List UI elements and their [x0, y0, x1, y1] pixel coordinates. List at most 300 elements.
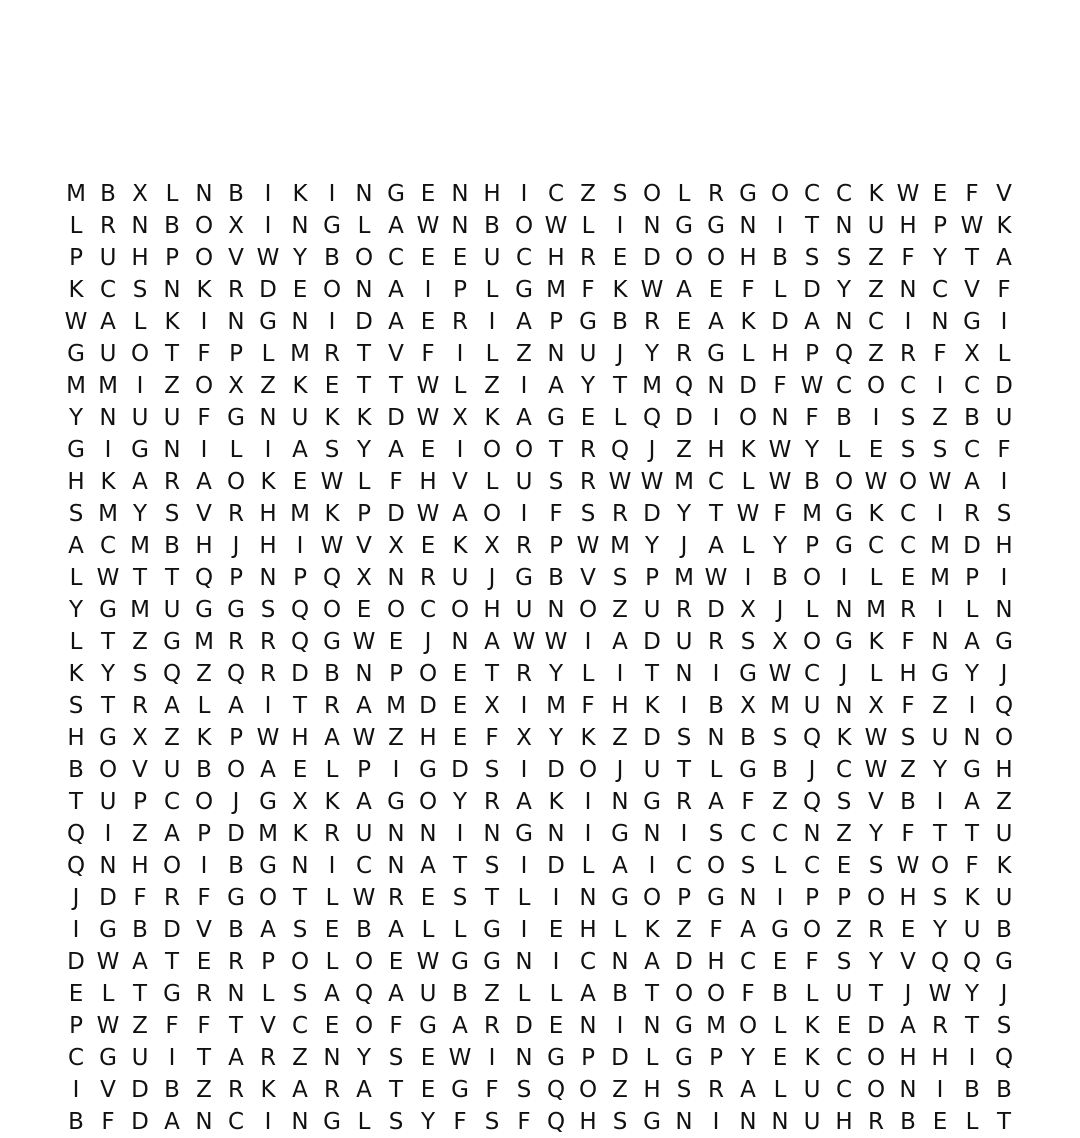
grid-letter[interactable]: E: [836, 1013, 852, 1039]
grid-letter[interactable]: L: [421, 917, 435, 943]
grid-letter[interactable]: B: [228, 181, 244, 207]
grid-letter[interactable]: A: [228, 693, 244, 719]
grid-letter[interactable]: L: [613, 917, 627, 943]
grid-letter[interactable]: R: [676, 597, 692, 623]
grid-letter[interactable]: Y: [964, 661, 980, 687]
grid-letter[interactable]: L: [773, 1077, 787, 1103]
grid-letter[interactable]: D: [771, 309, 789, 335]
grid-letter[interactable]: Z: [132, 821, 148, 847]
grid-letter[interactable]: A: [708, 309, 724, 335]
grid-letter[interactable]: I: [936, 501, 944, 527]
grid-letter[interactable]: S: [932, 885, 948, 911]
grid-letter[interactable]: Q: [674, 373, 694, 399]
grid-letter[interactable]: L: [645, 1045, 659, 1071]
grid-letter[interactable]: Q: [994, 693, 1014, 719]
grid-letter[interactable]: L: [261, 341, 275, 367]
grid-letter[interactable]: T: [964, 1013, 980, 1039]
grid-letter[interactable]: J: [1000, 661, 1008, 687]
grid-letter[interactable]: J: [904, 981, 912, 1007]
grid-letter[interactable]: F: [901, 629, 915, 655]
grid-letter[interactable]: H: [259, 533, 277, 559]
grid-letter[interactable]: X: [484, 533, 500, 559]
grid-letter[interactable]: I: [264, 213, 272, 239]
grid-letter[interactable]: B: [68, 1109, 84, 1135]
grid-letter[interactable]: Y: [932, 245, 948, 271]
grid-letter[interactable]: X: [740, 597, 756, 623]
grid-letter[interactable]: V: [580, 565, 596, 591]
grid-letter[interactable]: U: [99, 245, 117, 271]
grid-letter[interactable]: T: [484, 661, 500, 687]
grid-letter[interactable]: O: [706, 245, 726, 271]
grid-letter[interactable]: N: [643, 821, 661, 847]
grid-letter[interactable]: N: [835, 213, 853, 239]
grid-letter[interactable]: A: [388, 981, 404, 1007]
grid-letter[interactable]: D: [739, 373, 757, 399]
grid-letter[interactable]: N: [739, 213, 757, 239]
grid-letter[interactable]: Y: [868, 949, 884, 975]
grid-letter[interactable]: F: [773, 501, 787, 527]
grid-letter[interactable]: Y: [932, 757, 948, 783]
grid-letter[interactable]: X: [132, 181, 148, 207]
grid-letter[interactable]: L: [805, 597, 819, 623]
grid-letter[interactable]: B: [900, 1109, 916, 1135]
grid-letter[interactable]: U: [131, 1045, 149, 1071]
grid-letter[interactable]: F: [197, 1013, 211, 1039]
grid-letter[interactable]: O: [194, 789, 214, 815]
grid-letter[interactable]: F: [197, 341, 211, 367]
grid-letter[interactable]: L: [453, 917, 467, 943]
grid-letter[interactable]: O: [706, 981, 726, 1007]
grid-letter[interactable]: Y: [68, 597, 84, 623]
grid-letter[interactable]: A: [964, 789, 980, 815]
grid-letter[interactable]: L: [709, 757, 723, 783]
grid-letter[interactable]: D: [387, 405, 405, 431]
grid-letter[interactable]: F: [805, 405, 819, 431]
grid-letter[interactable]: W: [608, 469, 632, 495]
grid-letter[interactable]: I: [200, 309, 208, 335]
grid-letter[interactable]: L: [165, 181, 179, 207]
grid-letter[interactable]: Y: [356, 437, 372, 463]
grid-letter[interactable]: L: [549, 981, 563, 1007]
grid-letter[interactable]: Y: [548, 661, 564, 687]
grid-letter[interactable]: Q: [354, 981, 374, 1007]
grid-letter[interactable]: M: [706, 1013, 726, 1039]
grid-letter[interactable]: B: [996, 917, 1012, 943]
grid-letter[interactable]: H: [579, 1109, 597, 1135]
grid-letter[interactable]: B: [836, 405, 852, 431]
grid-letter[interactable]: J: [648, 437, 656, 463]
grid-letter[interactable]: O: [802, 629, 822, 655]
grid-letter[interactable]: Z: [516, 341, 532, 367]
grid-letter[interactable]: Z: [612, 597, 628, 623]
grid-letter[interactable]: N: [515, 1045, 533, 1071]
grid-letter[interactable]: D: [643, 725, 661, 751]
grid-letter[interactable]: M: [98, 373, 118, 399]
grid-letter[interactable]: Z: [164, 373, 180, 399]
grid-letter[interactable]: N: [547, 597, 565, 623]
grid-letter[interactable]: M: [546, 693, 566, 719]
grid-letter[interactable]: F: [965, 181, 979, 207]
grid-letter[interactable]: R: [388, 885, 404, 911]
grid-letter[interactable]: I: [936, 373, 944, 399]
grid-letter[interactable]: Z: [836, 917, 852, 943]
grid-letter[interactable]: R: [516, 533, 532, 559]
grid-letter[interactable]: K: [548, 789, 564, 815]
grid-letter[interactable]: I: [648, 853, 656, 879]
grid-letter[interactable]: Q: [546, 1109, 566, 1135]
grid-letter[interactable]: F: [741, 277, 755, 303]
grid-letter[interactable]: P: [837, 885, 851, 911]
grid-letter[interactable]: W: [320, 469, 344, 495]
grid-letter[interactable]: R: [612, 501, 628, 527]
grid-letter[interactable]: I: [264, 1109, 272, 1135]
grid-letter[interactable]: W: [800, 373, 824, 399]
grid-letter[interactable]: T: [68, 789, 84, 815]
grid-letter[interactable]: Z: [196, 661, 212, 687]
grid-letter[interactable]: R: [708, 629, 724, 655]
grid-letter[interactable]: G: [611, 885, 629, 911]
grid-letter[interactable]: T: [996, 1109, 1012, 1135]
grid-letter[interactable]: E: [452, 725, 468, 751]
grid-letter[interactable]: A: [484, 629, 500, 655]
grid-letter[interactable]: N: [323, 1045, 341, 1071]
grid-letter[interactable]: Y: [452, 789, 468, 815]
grid-letter[interactable]: I: [776, 213, 784, 239]
grid-letter[interactable]: V: [964, 277, 980, 303]
grid-letter[interactable]: O: [930, 853, 950, 879]
grid-letter[interactable]: C: [675, 853, 693, 879]
grid-letter[interactable]: N: [259, 565, 277, 591]
grid-letter[interactable]: S: [516, 1077, 532, 1103]
grid-letter[interactable]: P: [805, 533, 819, 559]
grid-letter[interactable]: R: [932, 1013, 948, 1039]
grid-letter[interactable]: R: [708, 181, 724, 207]
grid-letter[interactable]: L: [485, 341, 499, 367]
grid-letter[interactable]: R: [260, 1045, 276, 1071]
grid-letter[interactable]: X: [356, 565, 372, 591]
grid-letter[interactable]: K: [836, 725, 852, 751]
grid-letter[interactable]: L: [325, 885, 339, 911]
grid-letter[interactable]: K: [292, 181, 308, 207]
grid-letter[interactable]: I: [488, 309, 496, 335]
grid-letter[interactable]: T: [932, 821, 948, 847]
grid-letter[interactable]: I: [456, 341, 464, 367]
grid-letter[interactable]: U: [163, 405, 181, 431]
grid-letter[interactable]: L: [325, 949, 339, 975]
grid-letter[interactable]: B: [356, 917, 372, 943]
grid-letter[interactable]: A: [292, 437, 308, 463]
grid-letter[interactable]: N: [707, 725, 725, 751]
grid-letter[interactable]: N: [195, 181, 213, 207]
grid-letter[interactable]: A: [164, 821, 180, 847]
grid-letter[interactable]: I: [552, 885, 560, 911]
grid-letter[interactable]: Z: [996, 789, 1012, 815]
grid-letter[interactable]: I: [520, 373, 528, 399]
grid-letter[interactable]: D: [259, 277, 277, 303]
grid-letter[interactable]: O: [738, 405, 758, 431]
grid-letter[interactable]: N: [835, 309, 853, 335]
grid-letter[interactable]: P: [69, 1013, 83, 1039]
grid-letter[interactable]: M: [98, 501, 118, 527]
grid-letter[interactable]: T: [644, 661, 660, 687]
grid-letter[interactable]: S: [804, 245, 820, 271]
grid-letter[interactable]: D: [867, 1013, 885, 1039]
grid-letter[interactable]: P: [549, 309, 563, 335]
grid-letter[interactable]: O: [450, 597, 470, 623]
grid-letter[interactable]: A: [388, 437, 404, 463]
grid-letter[interactable]: W: [352, 629, 376, 655]
grid-letter[interactable]: M: [194, 629, 214, 655]
grid-letter[interactable]: N: [387, 565, 405, 591]
grid-letter[interactable]: I: [488, 1045, 496, 1071]
grid-letter[interactable]: K: [196, 725, 212, 751]
grid-letter[interactable]: M: [930, 565, 950, 591]
grid-letter[interactable]: S: [740, 853, 756, 879]
grid-letter[interactable]: I: [744, 565, 752, 591]
grid-letter[interactable]: V: [868, 789, 884, 815]
grid-letter[interactable]: R: [228, 501, 244, 527]
grid-letter[interactable]: W: [64, 309, 88, 335]
grid-letter[interactable]: N: [675, 1109, 693, 1135]
grid-letter[interactable]: J: [232, 533, 240, 559]
grid-letter[interactable]: H: [67, 469, 85, 495]
grid-letter[interactable]: A: [900, 1013, 916, 1039]
grid-letter[interactable]: C: [867, 309, 885, 335]
grid-letter[interactable]: Z: [196, 1077, 212, 1103]
grid-letter[interactable]: G: [483, 917, 501, 943]
grid-letter[interactable]: L: [69, 629, 83, 655]
grid-letter[interactable]: M: [674, 469, 694, 495]
grid-letter[interactable]: W: [928, 981, 952, 1007]
grid-letter[interactable]: G: [611, 821, 629, 847]
grid-letter[interactable]: O: [194, 213, 214, 239]
grid-letter[interactable]: E: [324, 917, 340, 943]
grid-letter[interactable]: S: [68, 501, 84, 527]
grid-letter[interactable]: Z: [292, 1045, 308, 1071]
grid-letter[interactable]: W: [640, 277, 664, 303]
grid-letter[interactable]: G: [931, 661, 949, 687]
grid-letter[interactable]: D: [803, 277, 821, 303]
grid-letter[interactable]: S: [900, 725, 916, 751]
grid-letter[interactable]: O: [866, 1077, 886, 1103]
grid-letter[interactable]: L: [229, 437, 243, 463]
grid-letter[interactable]: T: [132, 565, 148, 591]
grid-letter[interactable]: A: [356, 1077, 372, 1103]
grid-letter[interactable]: L: [357, 469, 371, 495]
grid-letter[interactable]: T: [356, 373, 372, 399]
grid-letter[interactable]: K: [452, 533, 468, 559]
grid-letter[interactable]: I: [840, 565, 848, 591]
grid-letter[interactable]: E: [356, 597, 372, 623]
grid-letter[interactable]: J: [1000, 981, 1008, 1007]
grid-letter[interactable]: A: [452, 501, 468, 527]
grid-letter[interactable]: V: [100, 1077, 116, 1103]
grid-letter[interactable]: A: [356, 789, 372, 815]
grid-letter[interactable]: S: [900, 437, 916, 463]
grid-letter[interactable]: L: [965, 1109, 979, 1135]
grid-letter[interactable]: K: [68, 661, 84, 687]
grid-letter[interactable]: O: [386, 597, 406, 623]
grid-letter[interactable]: I: [872, 405, 880, 431]
grid-letter[interactable]: R: [420, 565, 436, 591]
grid-letter[interactable]: N: [227, 981, 245, 1007]
grid-letter[interactable]: Y: [932, 917, 948, 943]
grid-letter[interactable]: Z: [868, 341, 884, 367]
grid-letter[interactable]: Y: [100, 661, 116, 687]
grid-letter[interactable]: Y: [132, 501, 148, 527]
grid-letter[interactable]: K: [964, 885, 980, 911]
grid-letter[interactable]: V: [196, 917, 212, 943]
grid-letter[interactable]: O: [706, 853, 726, 879]
grid-letter[interactable]: B: [900, 789, 916, 815]
grid-letter[interactable]: L: [69, 565, 83, 591]
grid-letter[interactable]: G: [67, 341, 85, 367]
grid-letter[interactable]: P: [933, 213, 947, 239]
grid-letter[interactable]: N: [899, 277, 917, 303]
grid-letter[interactable]: U: [995, 405, 1013, 431]
grid-letter[interactable]: P: [229, 565, 243, 591]
grid-letter[interactable]: F: [741, 789, 755, 815]
grid-letter[interactable]: I: [584, 821, 592, 847]
grid-letter[interactable]: G: [227, 885, 245, 911]
grid-letter[interactable]: E: [548, 1013, 564, 1039]
grid-letter[interactable]: P: [357, 501, 371, 527]
grid-letter[interactable]: E: [292, 277, 308, 303]
grid-letter[interactable]: W: [96, 949, 120, 975]
grid-letter[interactable]: U: [99, 341, 117, 367]
grid-letter[interactable]: O: [258, 885, 278, 911]
grid-letter[interactable]: N: [771, 1109, 789, 1135]
grid-letter[interactable]: M: [546, 277, 566, 303]
grid-letter[interactable]: N: [195, 1109, 213, 1135]
grid-letter[interactable]: K: [996, 853, 1012, 879]
grid-letter[interactable]: R: [484, 1013, 500, 1039]
grid-letter[interactable]: N: [675, 661, 693, 687]
grid-letter[interactable]: C: [835, 1045, 853, 1071]
grid-letter[interactable]: C: [803, 661, 821, 687]
grid-letter[interactable]: M: [770, 693, 790, 719]
grid-letter[interactable]: N: [291, 309, 309, 335]
grid-letter[interactable]: B: [612, 981, 628, 1007]
grid-letter[interactable]: A: [196, 469, 212, 495]
grid-letter[interactable]: H: [195, 533, 213, 559]
grid-letter[interactable]: U: [675, 629, 693, 655]
grid-letter[interactable]: G: [739, 661, 757, 687]
grid-letter[interactable]: G: [483, 949, 501, 975]
grid-letter[interactable]: G: [579, 309, 597, 335]
grid-letter[interactable]: N: [387, 853, 405, 879]
grid-letter[interactable]: X: [740, 693, 756, 719]
grid-letter[interactable]: O: [674, 245, 694, 271]
grid-letter[interactable]: M: [930, 533, 950, 559]
grid-letter[interactable]: N: [739, 885, 757, 911]
grid-letter[interactable]: O: [482, 437, 502, 463]
grid-letter[interactable]: A: [260, 917, 276, 943]
grid-letter[interactable]: W: [768, 661, 792, 687]
grid-letter[interactable]: O: [354, 1013, 374, 1039]
grid-letter[interactable]: I: [1000, 309, 1008, 335]
grid-letter[interactable]: B: [772, 565, 788, 591]
grid-letter[interactable]: Z: [484, 981, 500, 1007]
grid-letter[interactable]: I: [136, 373, 144, 399]
grid-letter[interactable]: T: [196, 1045, 212, 1071]
grid-letter[interactable]: T: [292, 885, 308, 911]
grid-letter[interactable]: S: [932, 437, 948, 463]
grid-letter[interactable]: I: [456, 821, 464, 847]
grid-letter[interactable]: L: [613, 405, 627, 431]
grid-letter[interactable]: E: [548, 917, 564, 943]
grid-letter[interactable]: T: [676, 757, 692, 783]
grid-letter[interactable]: K: [580, 725, 596, 751]
grid-letter[interactable]: I: [584, 629, 592, 655]
grid-letter[interactable]: C: [803, 181, 821, 207]
grid-letter[interactable]: H: [899, 885, 917, 911]
grid-letter[interactable]: T: [612, 373, 628, 399]
grid-letter[interactable]: O: [194, 245, 214, 271]
grid-letter[interactable]: L: [453, 373, 467, 399]
grid-letter[interactable]: N: [227, 309, 245, 335]
grid-letter[interactable]: P: [805, 341, 819, 367]
grid-letter[interactable]: D: [547, 757, 565, 783]
grid-letter[interactable]: S: [580, 501, 596, 527]
grid-letter[interactable]: L: [741, 533, 755, 559]
grid-letter[interactable]: F: [101, 1109, 115, 1135]
grid-letter[interactable]: W: [256, 245, 280, 271]
grid-letter[interactable]: U: [515, 597, 533, 623]
grid-letter[interactable]: X: [228, 373, 244, 399]
grid-letter[interactable]: N: [803, 821, 821, 847]
grid-letter[interactable]: P: [709, 1045, 723, 1071]
grid-letter[interactable]: E: [324, 1013, 340, 1039]
grid-letter[interactable]: S: [612, 181, 628, 207]
grid-letter[interactable]: H: [131, 245, 149, 271]
grid-letter[interactable]: A: [548, 373, 564, 399]
grid-letter[interactable]: I: [264, 693, 272, 719]
grid-letter[interactable]: D: [675, 949, 693, 975]
grid-letter[interactable]: B: [740, 725, 756, 751]
grid-letter[interactable]: B: [228, 853, 244, 879]
grid-letter[interactable]: P: [293, 565, 307, 591]
grid-letter[interactable]: E: [452, 693, 468, 719]
grid-letter[interactable]: I: [1000, 469, 1008, 495]
grid-letter[interactable]: N: [835, 597, 853, 623]
grid-letter[interactable]: E: [420, 437, 436, 463]
grid-letter[interactable]: U: [131, 405, 149, 431]
grid-letter[interactable]: G: [771, 917, 789, 943]
grid-letter[interactable]: G: [515, 821, 533, 847]
grid-letter[interactable]: U: [803, 693, 821, 719]
grid-letter[interactable]: W: [864, 725, 888, 751]
grid-letter[interactable]: A: [612, 853, 628, 879]
grid-letter[interactable]: K: [324, 501, 340, 527]
grid-letter[interactable]: N: [99, 853, 117, 879]
grid-letter[interactable]: W: [416, 405, 440, 431]
grid-letter[interactable]: F: [485, 725, 499, 751]
grid-letter[interactable]: S: [900, 405, 916, 431]
grid-letter[interactable]: P: [229, 341, 243, 367]
grid-letter[interactable]: T: [100, 629, 116, 655]
grid-letter[interactable]: C: [835, 757, 853, 783]
grid-letter[interactable]: R: [324, 693, 340, 719]
grid-letter[interactable]: A: [164, 693, 180, 719]
grid-letter[interactable]: K: [612, 277, 628, 303]
grid-letter[interactable]: T: [356, 341, 372, 367]
grid-letter[interactable]: F: [773, 373, 787, 399]
grid-letter[interactable]: Y: [740, 1045, 756, 1071]
grid-letter[interactable]: B: [324, 245, 340, 271]
grid-letter[interactable]: F: [997, 277, 1011, 303]
grid-letter[interactable]: B: [132, 917, 148, 943]
